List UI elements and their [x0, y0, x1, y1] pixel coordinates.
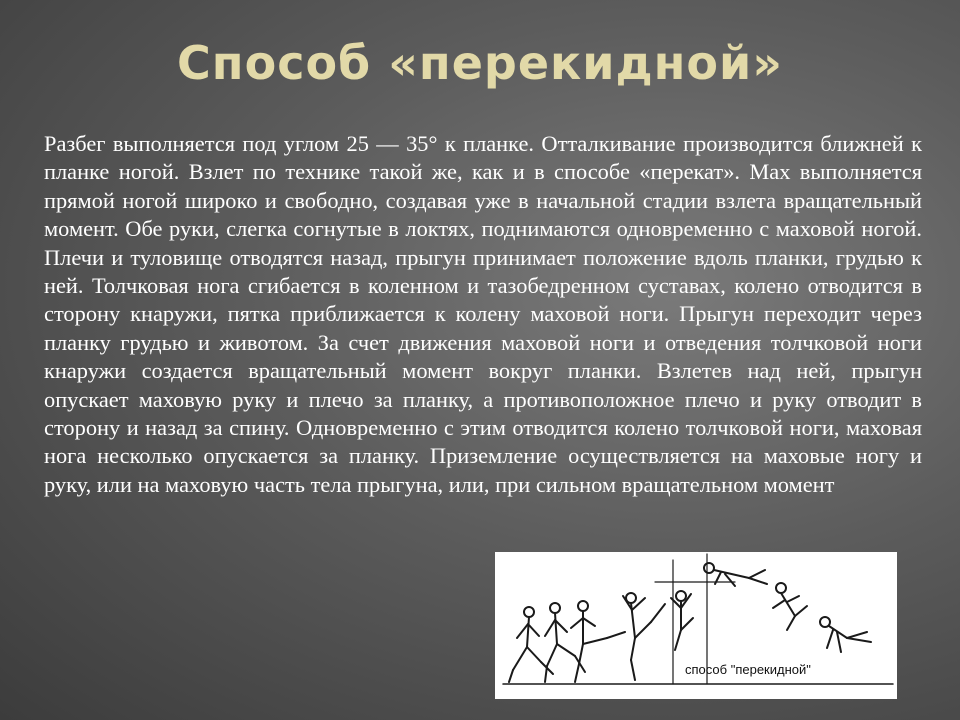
jumper-figure-7	[773, 583, 807, 630]
figure-caption: способ "перекидной"	[685, 662, 811, 677]
jumper-figure-5	[671, 591, 693, 650]
slide-title: Способ «перекидной»	[177, 36, 783, 90]
body-text: Разбег выполняется под углом 25 — 35° к планке. Отталкивание производится ближней к планке ногой. Взлет по технике такой же, как и в способе «перекат». Мах выполняется прямой ногой широко и свободно, создавая уже в начальной стадии взлета вращательный момент. Обе руки, слегка согнутые в локтях, поднимаются одновременно с маховой ногой. Плечи и туловище отводятся назад, прыгун принимает положение вдоль планки, грудью к ней. Толчковая нога сгибается в коленном и тазобедренном суставах, колено отводится в сторону кнаружи, пятка приближается к колену маховой ноги. Прыгун переходит через планку грудью и животом. За счет движения маховой ноги и отведения толчковой ноги кнаружи создается вращательный момент вокруг планки. Взлетев над ней, прыгун опускает маховую руку и плечо за планку, а противоположное плечо и руку отводит в сторону и назад за спину. Одновременно с этим отводится колено толчковой ноги, маховая нога несколько опускается за планку. Приземление осуществляется на маховые ногу и руку, или на маховую часть тела прыгуна, или, при сильном вращательном момент	[44, 131, 922, 497]
high-jump-illustration	[495, 552, 897, 699]
jumper-figure-8	[820, 617, 871, 652]
jumper-figure-4	[623, 593, 665, 680]
jumper-figure-3	[571, 601, 625, 682]
jumper-figure-2	[545, 603, 585, 682]
